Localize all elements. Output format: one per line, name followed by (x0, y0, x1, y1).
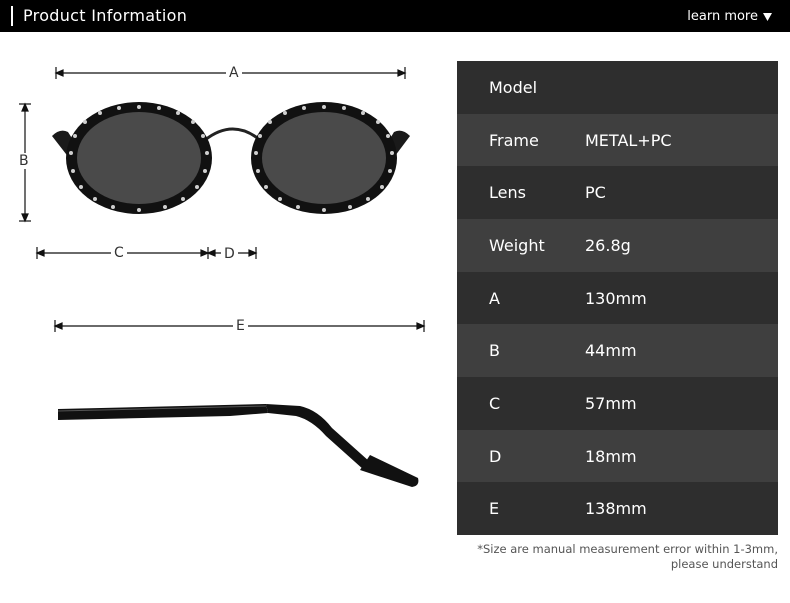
spec-key: E (489, 499, 500, 518)
spec-row-a (457, 272, 778, 324)
header-bar (0, 0, 790, 32)
spec-value: PC (585, 183, 606, 202)
caret-down-icon (763, 13, 772, 21)
spec-table (457, 61, 778, 535)
spec-value: 26.8g (585, 236, 631, 255)
spec-row-frame (457, 114, 778, 166)
spec-value: METAL+PC (585, 130, 672, 150)
spec-key: B (489, 341, 500, 360)
spec-row-model (457, 61, 778, 114)
spec-row-e (457, 482, 778, 535)
dimension-label-d: D (221, 246, 238, 262)
spec-key: Frame (489, 130, 539, 150)
spec-value: 57mm (585, 394, 637, 413)
spec-row-d (457, 430, 778, 482)
note-line-1: *Size are manual measurement error within 1-3mm, (477, 542, 778, 556)
spec-row-c (457, 377, 778, 430)
learn-more-label: learn more (687, 9, 758, 24)
spec-key: C (489, 394, 501, 413)
glasses-side-view (58, 404, 418, 487)
note-line-2: please understand (670, 557, 778, 571)
spec-key: D (489, 446, 502, 466)
dimension-label-e: E (233, 318, 248, 334)
spec-row-b (457, 324, 778, 377)
spec-key: Lens (489, 183, 526, 202)
header-accent-line (11, 6, 13, 26)
dimension-label-c: C (111, 245, 127, 261)
dimension-label-b: B (16, 153, 32, 169)
spec-value: 138mm (585, 499, 647, 518)
glasses-front-view (52, 102, 410, 214)
dimension-label-a: A (226, 65, 242, 81)
dimension-diagram (0, 32, 450, 599)
spec-row-weight (457, 219, 778, 272)
page-title: Product Information (23, 6, 188, 25)
measurement-note (458, 542, 778, 572)
spec-key: A (489, 288, 500, 308)
learn-more-link[interactable] (687, 9, 772, 24)
spec-key: Weight (489, 236, 545, 255)
spec-value: 18mm (585, 446, 637, 466)
spec-row-lens (457, 166, 778, 219)
spec-value: 130mm (585, 288, 647, 308)
glasses-drawing (0, 32, 450, 599)
spec-value: 44mm (585, 341, 637, 360)
spec-key: Model (489, 78, 538, 97)
